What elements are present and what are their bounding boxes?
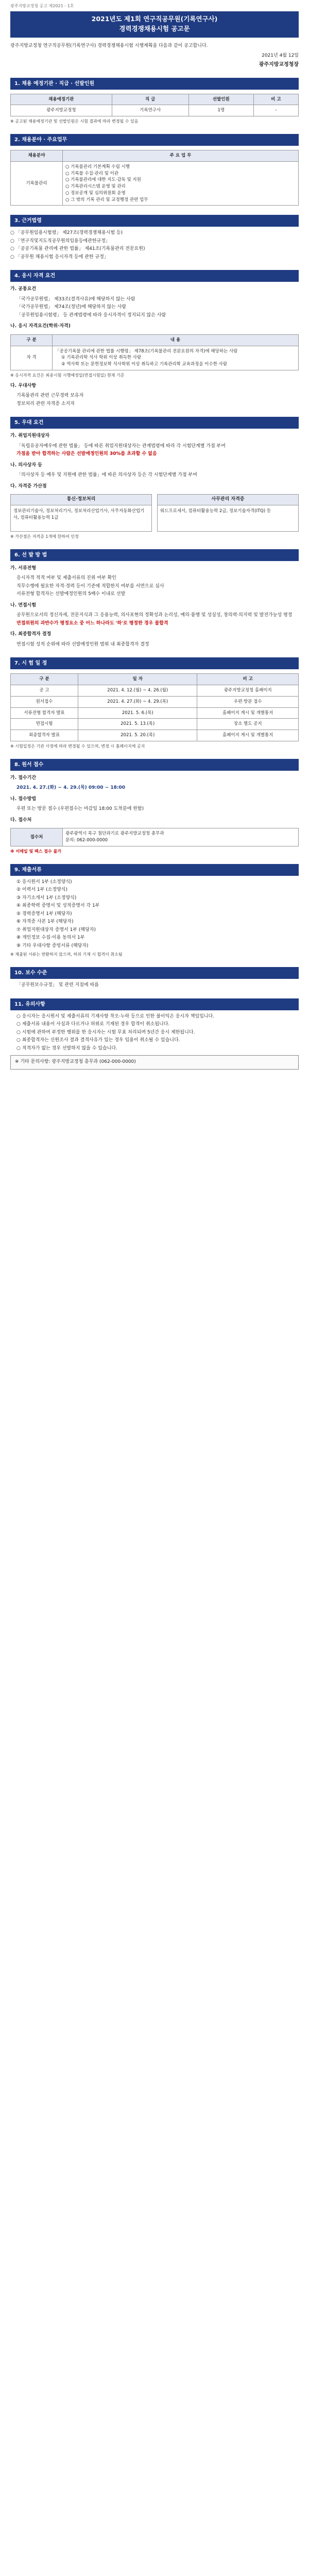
duties-table <box>10 150 299 206</box>
table-cell: 2021. 4. 27.(화) ~ 4. 29.(목) <box>78 696 197 707</box>
table-cell: 1명 <box>188 105 253 116</box>
table-cell: 우편·방문 접수 <box>197 696 299 707</box>
table-cell: 2021. 5. 6.(목) <box>78 707 197 719</box>
list-item: ○ 응시자는 응시원서 및 제출서류의 기재사항 착오·누락 등으로 인한 불이익은 응시자 책임입니다. <box>16 1013 215 1019</box>
table-cell: 2021. 5. 13.(목) <box>78 719 197 730</box>
list-item: ○ 시험에 관하여 부정한 행위를 한 응시자는 시험 무효 처리되며 5년간 응시 제한됩니다. <box>16 1029 195 1035</box>
table-cell: 자 격 <box>11 346 53 370</box>
list-item: ⑥ 자격증 사본 1부 (해당자) <box>16 919 74 925</box>
title-line-1: 2021년도 제1회 연구직공무원(기록연구사) <box>91 15 218 23</box>
section-6-heading: 6. 선 발 방 법 <box>10 549 299 561</box>
requirements-cell <box>53 346 299 370</box>
paragraph: 면접시험 성적 순위에 따라 선발예정인원 범위 내 최종합격자 결정 <box>16 641 149 647</box>
table-header: 선발인원 <box>188 94 253 105</box>
section-8-heading: 8. 원서 접수 <box>10 759 299 771</box>
list-item: ○ 「공공기록물 관리에 관한 법률」 제41조(기록물관리 전문요원) <box>10 246 145 252</box>
table-row <box>11 346 299 370</box>
table-header: 구 분 <box>11 334 53 346</box>
schedule-table <box>10 673 299 741</box>
list-item: ③ 자기소개서 1부 (소정양식) <box>16 895 77 901</box>
phone-text: 문의: 062-000-0000 <box>65 838 108 843</box>
list-item: ○ 기록관리시스템 운영 및 관리 <box>65 184 126 189</box>
section-7-heading: 7. 시 험 일 정 <box>10 657 299 669</box>
table-header: 비 고 <box>253 94 298 105</box>
section-5-heading: 5. 우대 요건 <box>10 417 299 429</box>
requirements-table <box>10 334 299 370</box>
list-item: ⑤ 경력증명서 1부 (해당자) <box>16 911 72 917</box>
list-item: ○ 「연구직및지도직공무원의임용등에관한규정」 <box>10 238 110 244</box>
section-3-heading: 3. 근거법령 <box>10 215 299 227</box>
table-cell: 2021. 4. 12.(월) ~ 4. 26.(월) <box>78 685 197 697</box>
address-cell <box>63 828 299 846</box>
table-row <box>11 707 299 719</box>
column-body: 워드프로세서, 컴퓨터활용능력 2급, 정보기술자격(ITQ) 등 <box>160 508 271 514</box>
table-row <box>11 719 299 730</box>
section-1-heading: 1. 채용 예정기관 · 직급 · 선발인원 <box>10 78 299 90</box>
paragraph: 「독립유공자예우에 관한 법률」 등에 따른 취업지원대상자는 관계법령에 따라 각 시험단계별 가점 부여 <box>16 443 226 449</box>
list-item: ⑨ 기타 우대사항 증빙서류 (해당자) <box>16 943 89 948</box>
table-row <box>11 161 299 206</box>
section-4-heading: 4. 응시 자격 요건 <box>10 270 299 282</box>
section-note: ※ 가산점은 자격증 1개에 한하여 인정 <box>10 534 79 539</box>
table-cell: 서류전형 합격자 발표 <box>11 707 78 719</box>
table-header: 일 자 <box>78 674 197 685</box>
certificate-columns <box>10 494 299 532</box>
table-cell: 공 고 <box>11 685 78 697</box>
paragraph: 서류전형 합격자는 선발예정인원의 5배수 이내로 선발 <box>16 591 126 597</box>
table-header: 직 급 <box>112 94 188 105</box>
list-item: ○ 적격자가 없는 경우 선발하지 않을 수 있습니다. <box>16 1045 117 1051</box>
positions-table <box>10 94 299 117</box>
issuing-org: 광주지방교정청장 <box>259 61 299 67</box>
table-header: 접수처 <box>11 828 63 846</box>
column-header: 통신·정보처리 <box>11 495 151 505</box>
paragraph: 「국가공무원법」 제33조(결격사유)에 해당하지 않는 사람 <box>16 296 135 302</box>
duties-cell <box>63 161 299 206</box>
table-cell: 광주지방교정청 홈페이지 <box>197 685 299 697</box>
list-item: ○ 그 밖의 기록 관리 및 교정행정 관련 업무 <box>65 197 148 202</box>
requirement-text: 「공공기록물 관리에 관한 법률 시행령」 제78조(기록물관리 전문요원의 자격)에 해당하는 사람 <box>55 348 238 354</box>
paragraph: 기록물관리 관련 근무경력 보유자 <box>16 393 84 399</box>
section-11-heading: 11. 유의사항 <box>10 998 299 1010</box>
table-cell: 면접시험 <box>11 719 78 730</box>
section-9-heading: 9. 제출서류 <box>10 864 299 876</box>
table-header: 구 분 <box>11 674 78 685</box>
subheading: 나. 의사상자 등 <box>10 462 42 468</box>
table-cell: 장소 별도 공지 <box>197 719 299 730</box>
table-cell: 최종합격자 발표 <box>11 730 78 741</box>
subheading: 가. 취업지원대상자 <box>10 433 50 439</box>
table-cell: 광주지방교정청 <box>11 105 112 116</box>
subheading: 가. 접수기간 <box>10 775 37 781</box>
subheading: 가. 서류전형 <box>10 565 37 571</box>
table-row <box>11 105 299 116</box>
paragraph: 직무수행에 필요한 자격·경력 등이 기준에 적합한지 여부를 서면으로 심사 <box>16 583 164 589</box>
paragraph: 공무원으로서의 정신자세, 전문지식과 그 응용능력, 의사표현의 정확성과 논리성, 예의·품행 및 성실성, 창의력·의지력 및 발전가능성 평정 <box>16 613 293 618</box>
section-note: ※ 시험일정은 기관 사정에 따라 변경될 수 있으며, 변경 시 홈페이지에 공지 <box>10 743 145 749</box>
list-item: ① 기록관리학 석사 학위 이상 취득한 사람 <box>61 355 142 361</box>
subheading: 다. 최종합격자 결정 <box>10 632 52 637</box>
table-cell: 원서접수 <box>11 696 78 707</box>
contact-text: ※ 기타 문의사항: 광주지방교정청 총무과 (062-000-0000) <box>15 1059 136 1065</box>
paragraph: 응시자격 적격 여부 및 제출서류의 진위 여부 확인 <box>16 575 116 581</box>
intro-text: 광주지방교정청 연구직공무원(기록연구사) 경력경쟁채용시험 시행계획을 다음과 같이 공고합니다. <box>10 43 208 48</box>
table-cell: 2021. 5. 20.(목) <box>78 730 197 741</box>
notice-page <box>10 0 299 1070</box>
paragraph: 「공무원임용시험령」 등 관계법령에 따라 응시자격이 정지되지 않은 사람 <box>16 312 166 318</box>
list-item: ○ 기록물 수집·관리 및 이관 <box>65 171 119 176</box>
list-item: ○ 기록물관리에 대한 지도·감독 및 지원 <box>65 177 141 183</box>
section-note: ※ 이메일 및 팩스 접수 불가 <box>10 849 61 854</box>
list-item: ○ 최종합격자는 신원조사 결과 결격사유가 있는 경우 임용이 취소될 수 있습니다. <box>16 1038 180 1043</box>
subheading: 다. 접수처 <box>10 817 32 823</box>
paragraph: 「의사상자 등 예우 및 지원에 관한 법률」에 따른 의사상자 등은 각 시험단계별 가점 부여 <box>16 472 197 478</box>
table-row <box>11 696 299 707</box>
list-item: ⑧ 개인정보 수집·이용 동의서 1부 <box>16 935 85 941</box>
subheading: 가. 공통요건 <box>10 286 37 292</box>
section-2-heading: 2. 채용분야 · 주요업무 <box>10 134 299 146</box>
title-line-2: 경력경쟁채용시험 공고문 <box>119 24 190 32</box>
subheading: 다. 우대사항 <box>10 383 37 388</box>
contact-box <box>10 1055 299 1070</box>
list-item: ② 역사학 또는 문헌정보학 석사학위 이상 취득하고 기록관리학 교육과정을 이수한 사람 <box>61 362 228 367</box>
table-header: 주 요 업 무 <box>63 150 299 162</box>
paragraph: 가점을 받아 합격하는 사람은 선발예정인원의 30%를 초과할 수 없음 <box>16 451 157 457</box>
list-item: ① 응시원서 1부 (소정양식) <box>16 879 72 885</box>
paragraph: 2021. 4. 27.(화) ~ 4. 29.(목) 09:00 ~ 18:00 <box>16 785 126 791</box>
list-item: ○ 「공무원 채용시험 응시자격 등에 관한 규정」 <box>10 254 109 260</box>
section-note: ※ 공고된 채용예정기관 및 선발인원은 시험 결과에 따라 변경될 수 있음 <box>10 119 139 124</box>
list-item: ○ 정보공개 및 심의위원회 운영 <box>65 190 126 196</box>
paragraph: 우편 또는 방문 접수 (우편접수는 마감일 18:00 도착분에 한함) <box>16 806 144 812</box>
subheading: 나. 접수방법 <box>10 796 37 802</box>
section-note: ※ 제출된 서류는 반환하지 않으며, 허위 기재 시 합격이 취소됨 <box>10 952 123 957</box>
section-note: ※ 응시자격 요건은 최종시험 시행예정일(면접시험일) 현재 기준 <box>10 372 125 378</box>
table-row <box>11 730 299 741</box>
table-cell: 홈페이지 게시 및 개별통지 <box>197 730 299 741</box>
table-cell: - <box>253 105 298 116</box>
paragraph: 「공무원보수규정」 및 관련 지침에 따름 <box>16 982 99 988</box>
paragraph: 정보처리 관련 자격증 소지자 <box>16 401 75 406</box>
subheading: 다. 자격증 가산점 <box>10 483 47 489</box>
table-header: 채용예정기관 <box>11 94 112 105</box>
column-body: 정보관리기술사, 정보처리기사, 정보처리산업기사, 사무자동화산업기사, 컴퓨터활용능력 1급 <box>13 508 145 520</box>
list-item: ⑦ 취업지원대상자 증명서 1부 (해당자) <box>16 927 96 933</box>
table-header: 채용분야 <box>11 150 63 162</box>
notice-date: 2021년 4월 12일 <box>262 53 299 58</box>
notice-number: 광주지방교정청 공고 제2021 - 1호 <box>10 4 74 8</box>
subheading: 나. 응시 자격요건(학위·자격) <box>10 324 71 329</box>
certificate-column <box>157 494 299 532</box>
table-header: 내 용 <box>53 334 299 346</box>
section-10-heading: 10. 보수 수준 <box>10 967 299 979</box>
list-item: ○ 제출서류 내용이 사실과 다르거나 허위로 기재된 경우 합격이 취소됩니다. <box>16 1022 170 1027</box>
list-item: ② 이력서 1부 (소정양식) <box>16 887 67 893</box>
table-row <box>11 685 299 697</box>
table-cell: 홈페이지 게시 및 개별통지 <box>197 707 299 719</box>
list-item: ○ 기록물관리 기본계획 수립 시행 <box>65 164 130 170</box>
column-header: 사무관리 자격증 <box>158 495 298 505</box>
paragraph: 「국가공무원법」 제74조(정년)에 해당하지 않는 사람 <box>16 304 127 310</box>
address-table <box>10 828 299 846</box>
certificate-column <box>10 494 152 532</box>
table-row <box>11 828 299 846</box>
table-header: 비 고 <box>197 674 299 685</box>
table-cell: 기록물관리 <box>11 161 63 206</box>
address-text: 광주광역시 북구 첨단과기로 광주지방교정청 총무과 <box>65 831 164 837</box>
list-item: ④ 최종학력 증명서 및 성적증명서 각 1부 <box>16 903 100 909</box>
table-cell: 기록연구사 <box>112 105 188 116</box>
title-box <box>10 11 299 38</box>
list-item: ○ 「공무원임용시험령」 제27조(경력경쟁채용시험 등) <box>10 230 123 236</box>
paragraph: 면접위원의 과반수가 평정요소 중 어느 하나라도 '하'로 평정한 경우 불합격 <box>16 620 168 626</box>
subheading: 나. 면접시험 <box>10 602 37 608</box>
